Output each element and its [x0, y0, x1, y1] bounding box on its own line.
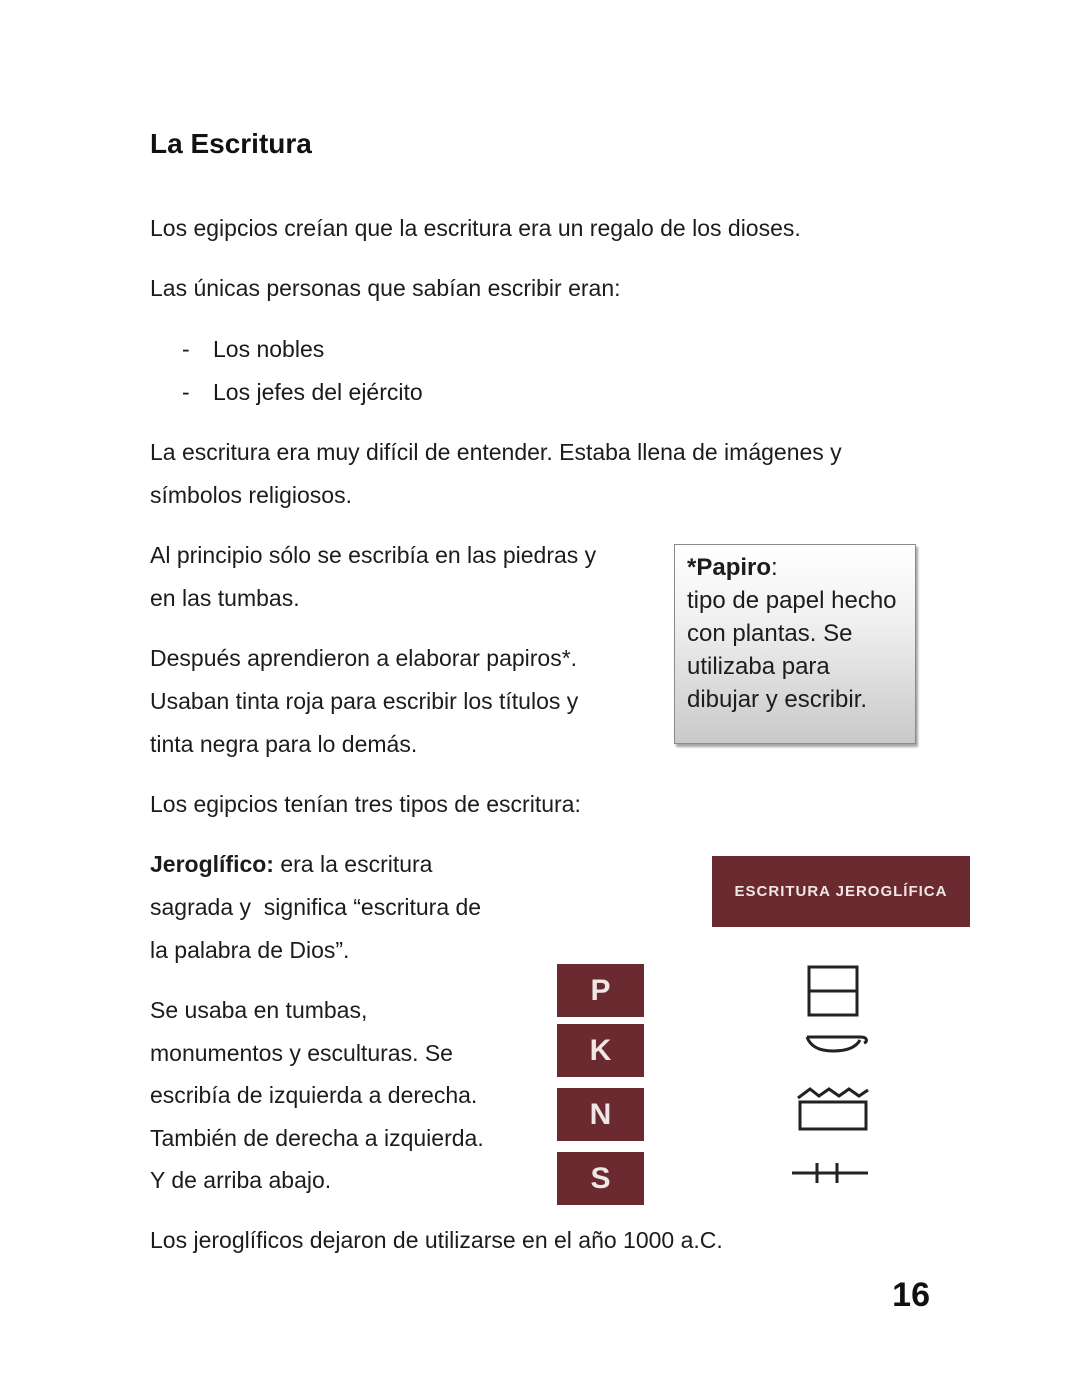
- paragraph-stones-line1: Al principio sólo se escribía en las piedras y: [150, 542, 597, 568]
- paragraph-stones-line2: en las tumbas.: [150, 585, 300, 611]
- papiro-def-line1: tipo de papel hecho: [687, 587, 897, 614]
- papiro-term-line: [687, 551, 903, 584]
- jeroglifico-term: Jeroglífico:: [150, 851, 274, 877]
- paragraph-three-types: Los egipcios tenían tres tipos de escritura:: [150, 791, 581, 817]
- hieroglyph-figure-banner: ESCRITURA JEROGLÍFICA: [712, 856, 970, 927]
- uso-line2: monumentos y esculturas. Se: [150, 1040, 453, 1066]
- paragraph-papyrus-line1: Después aprendieron a elaborar papiros*.: [150, 645, 578, 671]
- uso-line3: escribía de izquierda a derecha.: [150, 1082, 478, 1108]
- letter-tile-p: P: [557, 964, 644, 1017]
- water-glyph-icon: [793, 1083, 873, 1135]
- uso-line5: Y de arriba abajo.: [150, 1167, 332, 1193]
- papiro-def-line2: con plantas. Se: [687, 620, 853, 647]
- paragraph-who-could-write: Las únicas personas que sabían escribir eran:: [150, 275, 621, 301]
- stool-glyph-icon: [800, 962, 870, 1024]
- page-number: 16: [892, 1276, 930, 1314]
- letter-tile-k: K: [557, 1024, 644, 1077]
- list-item-label: Los nobles: [213, 336, 325, 362]
- page-title: La Escritura: [150, 128, 312, 159]
- paragraph-end-of-hieroglyphs: Los jeroglíficos dejaron de utilizarse en el año 1000 a.C.: [150, 1227, 723, 1253]
- jeroglifico-line1: [150, 843, 432, 886]
- list-dash: -: [182, 379, 190, 405]
- jeroglifico-line3: la palabra de Dios”.: [150, 937, 350, 963]
- letter-tile-s: S: [557, 1152, 644, 1205]
- papiro-definition-box: [674, 544, 916, 744]
- paragraph-papyrus-line3: tinta negra para lo demás.: [150, 731, 418, 757]
- paragraph-difficult-line2: símbolos religiosos.: [150, 482, 352, 508]
- jeroglifico-line2: sagrada y significa “escritura de: [150, 894, 482, 920]
- paragraph-gift-of-gods: Los egipcios creían que la escritura era un regalo de los dioses.: [150, 215, 801, 241]
- papiro-colon: :: [771, 554, 778, 581]
- papiro-def-line3: utilizaba para: [687, 653, 830, 680]
- uso-line1: Se usaba en tumbas,: [150, 997, 368, 1023]
- list-item-label: Los jefes del ejército: [213, 379, 423, 405]
- uso-line4: También de derecha a izquierda.: [150, 1125, 484, 1151]
- list-dash: -: [182, 336, 190, 362]
- papiro-def-line4: dibujar y escribir.: [687, 686, 868, 713]
- basket-glyph-icon: [800, 1030, 874, 1058]
- letter-tile-n: N: [557, 1088, 644, 1141]
- jeroglifico-def-start: era la escritura: [273, 851, 433, 877]
- paragraph-papyrus-line2: Usaban tinta roja para escribir los títulos y: [150, 688, 579, 714]
- bolt-glyph-icon: [789, 1158, 871, 1188]
- paragraph-difficult-line1: La escritura era muy difícil de entender. Estaba llena de imágenes y: [150, 439, 842, 465]
- papiro-term: *Papiro: [687, 554, 772, 581]
